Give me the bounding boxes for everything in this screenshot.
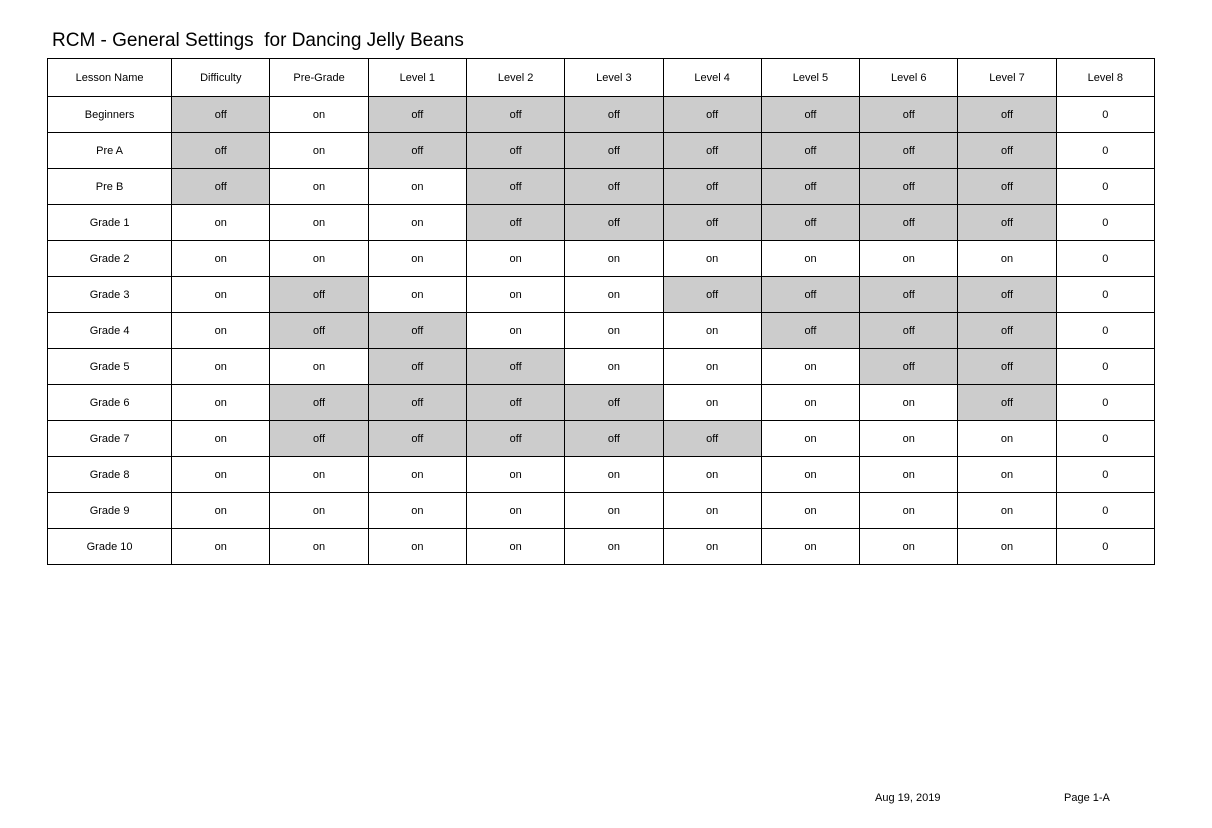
- setting-cell: on: [172, 385, 270, 421]
- setting-cell: on: [860, 421, 958, 457]
- setting-cell: off: [761, 313, 859, 349]
- table-row: [48, 169, 1155, 205]
- setting-cell: on: [172, 241, 270, 277]
- setting-cell: on: [565, 241, 663, 277]
- column-header: Pre-Grade: [270, 59, 368, 97]
- setting-cell: on: [270, 529, 368, 565]
- table-row: [48, 421, 1155, 457]
- setting-cell: off: [761, 277, 859, 313]
- setting-cell: off: [368, 133, 466, 169]
- setting-cell: on: [565, 457, 663, 493]
- setting-cell: on: [663, 241, 761, 277]
- setting-cell: on: [368, 529, 466, 565]
- setting-cell: 0: [1056, 385, 1154, 421]
- setting-cell: on: [172, 277, 270, 313]
- setting-cell: 0: [1056, 97, 1154, 133]
- setting-cell: on: [565, 313, 663, 349]
- setting-cell: off: [663, 169, 761, 205]
- setting-cell: off: [663, 97, 761, 133]
- setting-cell: on: [466, 529, 564, 565]
- page-title: RCM - General Settings for Dancing Jelly Beans: [52, 30, 464, 51]
- setting-cell: 0: [1056, 421, 1154, 457]
- lesson-name-cell: Grade 5: [48, 349, 172, 385]
- setting-cell: off: [565, 205, 663, 241]
- table-row: [48, 205, 1155, 241]
- setting-cell: 0: [1056, 169, 1154, 205]
- setting-cell: on: [958, 529, 1056, 565]
- setting-cell: on: [270, 493, 368, 529]
- setting-cell: 0: [1056, 457, 1154, 493]
- setting-cell: on: [663, 457, 761, 493]
- table-row: [48, 457, 1155, 493]
- setting-cell: off: [368, 349, 466, 385]
- setting-cell: on: [270, 457, 368, 493]
- setting-cell: off: [466, 169, 564, 205]
- table-row: [48, 133, 1155, 169]
- setting-cell: on: [466, 493, 564, 529]
- column-header: Level 1: [368, 59, 466, 97]
- setting-cell: on: [958, 493, 1056, 529]
- setting-cell: on: [761, 241, 859, 277]
- setting-cell: off: [958, 313, 1056, 349]
- setting-cell: off: [270, 277, 368, 313]
- lesson-name-cell: Grade 2: [48, 241, 172, 277]
- setting-cell: off: [958, 133, 1056, 169]
- column-header: Level 5: [761, 59, 859, 97]
- setting-cell: off: [172, 97, 270, 133]
- setting-cell: on: [172, 529, 270, 565]
- setting-cell: on: [958, 241, 1056, 277]
- setting-cell: off: [466, 97, 564, 133]
- footer-page-number: Page 1-A: [1064, 792, 1110, 804]
- setting-cell: on: [663, 385, 761, 421]
- setting-cell: 0: [1056, 313, 1154, 349]
- setting-cell: on: [860, 241, 958, 277]
- setting-cell: on: [565, 277, 663, 313]
- setting-cell: off: [565, 133, 663, 169]
- setting-cell: off: [565, 97, 663, 133]
- lesson-name-cell: Grade 3: [48, 277, 172, 313]
- setting-cell: on: [663, 349, 761, 385]
- column-header: Level 8: [1056, 59, 1154, 97]
- lesson-name-cell: Grade 10: [48, 529, 172, 565]
- lesson-name-cell: Beginners: [48, 97, 172, 133]
- setting-cell: on: [761, 421, 859, 457]
- setting-cell: off: [270, 385, 368, 421]
- setting-cell: on: [368, 493, 466, 529]
- setting-cell: off: [860, 313, 958, 349]
- setting-cell: on: [270, 205, 368, 241]
- setting-cell: off: [368, 97, 466, 133]
- column-header: Level 7: [958, 59, 1056, 97]
- column-header: Difficulty: [172, 59, 270, 97]
- lesson-name-cell: Grade 4: [48, 313, 172, 349]
- settings-table: [47, 58, 1155, 565]
- setting-cell: on: [466, 313, 564, 349]
- column-header: Lesson Name: [48, 59, 172, 97]
- setting-cell: on: [466, 241, 564, 277]
- setting-cell: on: [565, 349, 663, 385]
- lesson-name-cell: Grade 8: [48, 457, 172, 493]
- setting-cell: 0: [1056, 241, 1154, 277]
- setting-cell: on: [663, 529, 761, 565]
- setting-cell: 0: [1056, 529, 1154, 565]
- setting-cell: off: [958, 277, 1056, 313]
- setting-cell: off: [565, 385, 663, 421]
- setting-cell: on: [761, 385, 859, 421]
- setting-cell: off: [172, 133, 270, 169]
- setting-cell: on: [270, 97, 368, 133]
- setting-cell: on: [172, 205, 270, 241]
- setting-cell: on: [368, 241, 466, 277]
- setting-cell: off: [860, 97, 958, 133]
- table-row: [48, 241, 1155, 277]
- setting-cell: off: [368, 385, 466, 421]
- setting-cell: on: [860, 529, 958, 565]
- table-row: [48, 385, 1155, 421]
- setting-cell: 0: [1056, 277, 1154, 313]
- setting-cell: on: [860, 385, 958, 421]
- lesson-name-cell: Grade 1: [48, 205, 172, 241]
- setting-cell: on: [663, 493, 761, 529]
- setting-cell: on: [172, 493, 270, 529]
- setting-cell: off: [958, 169, 1056, 205]
- setting-cell: off: [466, 421, 564, 457]
- setting-cell: on: [172, 349, 270, 385]
- setting-cell: off: [466, 205, 564, 241]
- setting-cell: on: [761, 457, 859, 493]
- lesson-name-cell: Grade 6: [48, 385, 172, 421]
- header-row: [48, 59, 1155, 97]
- setting-cell: on: [270, 169, 368, 205]
- column-header: Level 2: [466, 59, 564, 97]
- table-row: [48, 277, 1155, 313]
- setting-cell: off: [958, 97, 1056, 133]
- setting-cell: off: [466, 385, 564, 421]
- setting-cell: on: [172, 457, 270, 493]
- setting-cell: off: [958, 349, 1056, 385]
- lesson-name-cell: Grade 9: [48, 493, 172, 529]
- setting-cell: on: [270, 349, 368, 385]
- setting-cell: on: [368, 277, 466, 313]
- setting-cell: on: [565, 493, 663, 529]
- setting-cell: on: [466, 277, 564, 313]
- setting-cell: off: [761, 97, 859, 133]
- lesson-name-cell: Pre A: [48, 133, 172, 169]
- setting-cell: 0: [1056, 205, 1154, 241]
- table-body: [48, 97, 1155, 565]
- setting-cell: off: [663, 205, 761, 241]
- setting-cell: on: [270, 133, 368, 169]
- setting-cell: off: [466, 133, 564, 169]
- setting-cell: off: [860, 169, 958, 205]
- table-row: [48, 493, 1155, 529]
- setting-cell: off: [761, 133, 859, 169]
- setting-cell: off: [860, 349, 958, 385]
- setting-cell: off: [466, 349, 564, 385]
- setting-cell: off: [761, 205, 859, 241]
- setting-cell: on: [761, 349, 859, 385]
- setting-cell: off: [663, 133, 761, 169]
- setting-cell: off: [565, 169, 663, 205]
- table-row: [48, 349, 1155, 385]
- setting-cell: on: [565, 529, 663, 565]
- setting-cell: on: [860, 457, 958, 493]
- setting-cell: on: [761, 493, 859, 529]
- setting-cell: off: [860, 133, 958, 169]
- setting-cell: off: [860, 277, 958, 313]
- column-header: Level 4: [663, 59, 761, 97]
- setting-cell: off: [663, 421, 761, 457]
- setting-cell: on: [466, 457, 564, 493]
- setting-cell: off: [172, 169, 270, 205]
- setting-cell: off: [663, 277, 761, 313]
- setting-cell: on: [368, 169, 466, 205]
- setting-cell: on: [172, 313, 270, 349]
- lesson-name-cell: Pre B: [48, 169, 172, 205]
- setting-cell: 0: [1056, 349, 1154, 385]
- setting-cell: on: [958, 457, 1056, 493]
- footer-date: Aug 19, 2019: [875, 792, 941, 804]
- setting-cell: 0: [1056, 133, 1154, 169]
- table-row: [48, 97, 1155, 133]
- setting-cell: on: [172, 421, 270, 457]
- setting-cell: off: [860, 205, 958, 241]
- setting-cell: on: [368, 205, 466, 241]
- setting-cell: off: [270, 421, 368, 457]
- column-header: Level 6: [860, 59, 958, 97]
- setting-cell: on: [663, 313, 761, 349]
- setting-cell: off: [761, 169, 859, 205]
- setting-cell: on: [860, 493, 958, 529]
- setting-cell: on: [761, 529, 859, 565]
- setting-cell: on: [270, 241, 368, 277]
- table-row: [48, 313, 1155, 349]
- setting-cell: on: [958, 421, 1056, 457]
- setting-cell: off: [368, 313, 466, 349]
- lesson-name-cell: Grade 7: [48, 421, 172, 457]
- table-row: [48, 529, 1155, 565]
- setting-cell: on: [368, 457, 466, 493]
- setting-cell: off: [958, 385, 1056, 421]
- column-header: Level 3: [565, 59, 663, 97]
- setting-cell: off: [565, 421, 663, 457]
- setting-cell: 0: [1056, 493, 1154, 529]
- setting-cell: off: [270, 313, 368, 349]
- setting-cell: off: [958, 205, 1056, 241]
- setting-cell: off: [368, 421, 466, 457]
